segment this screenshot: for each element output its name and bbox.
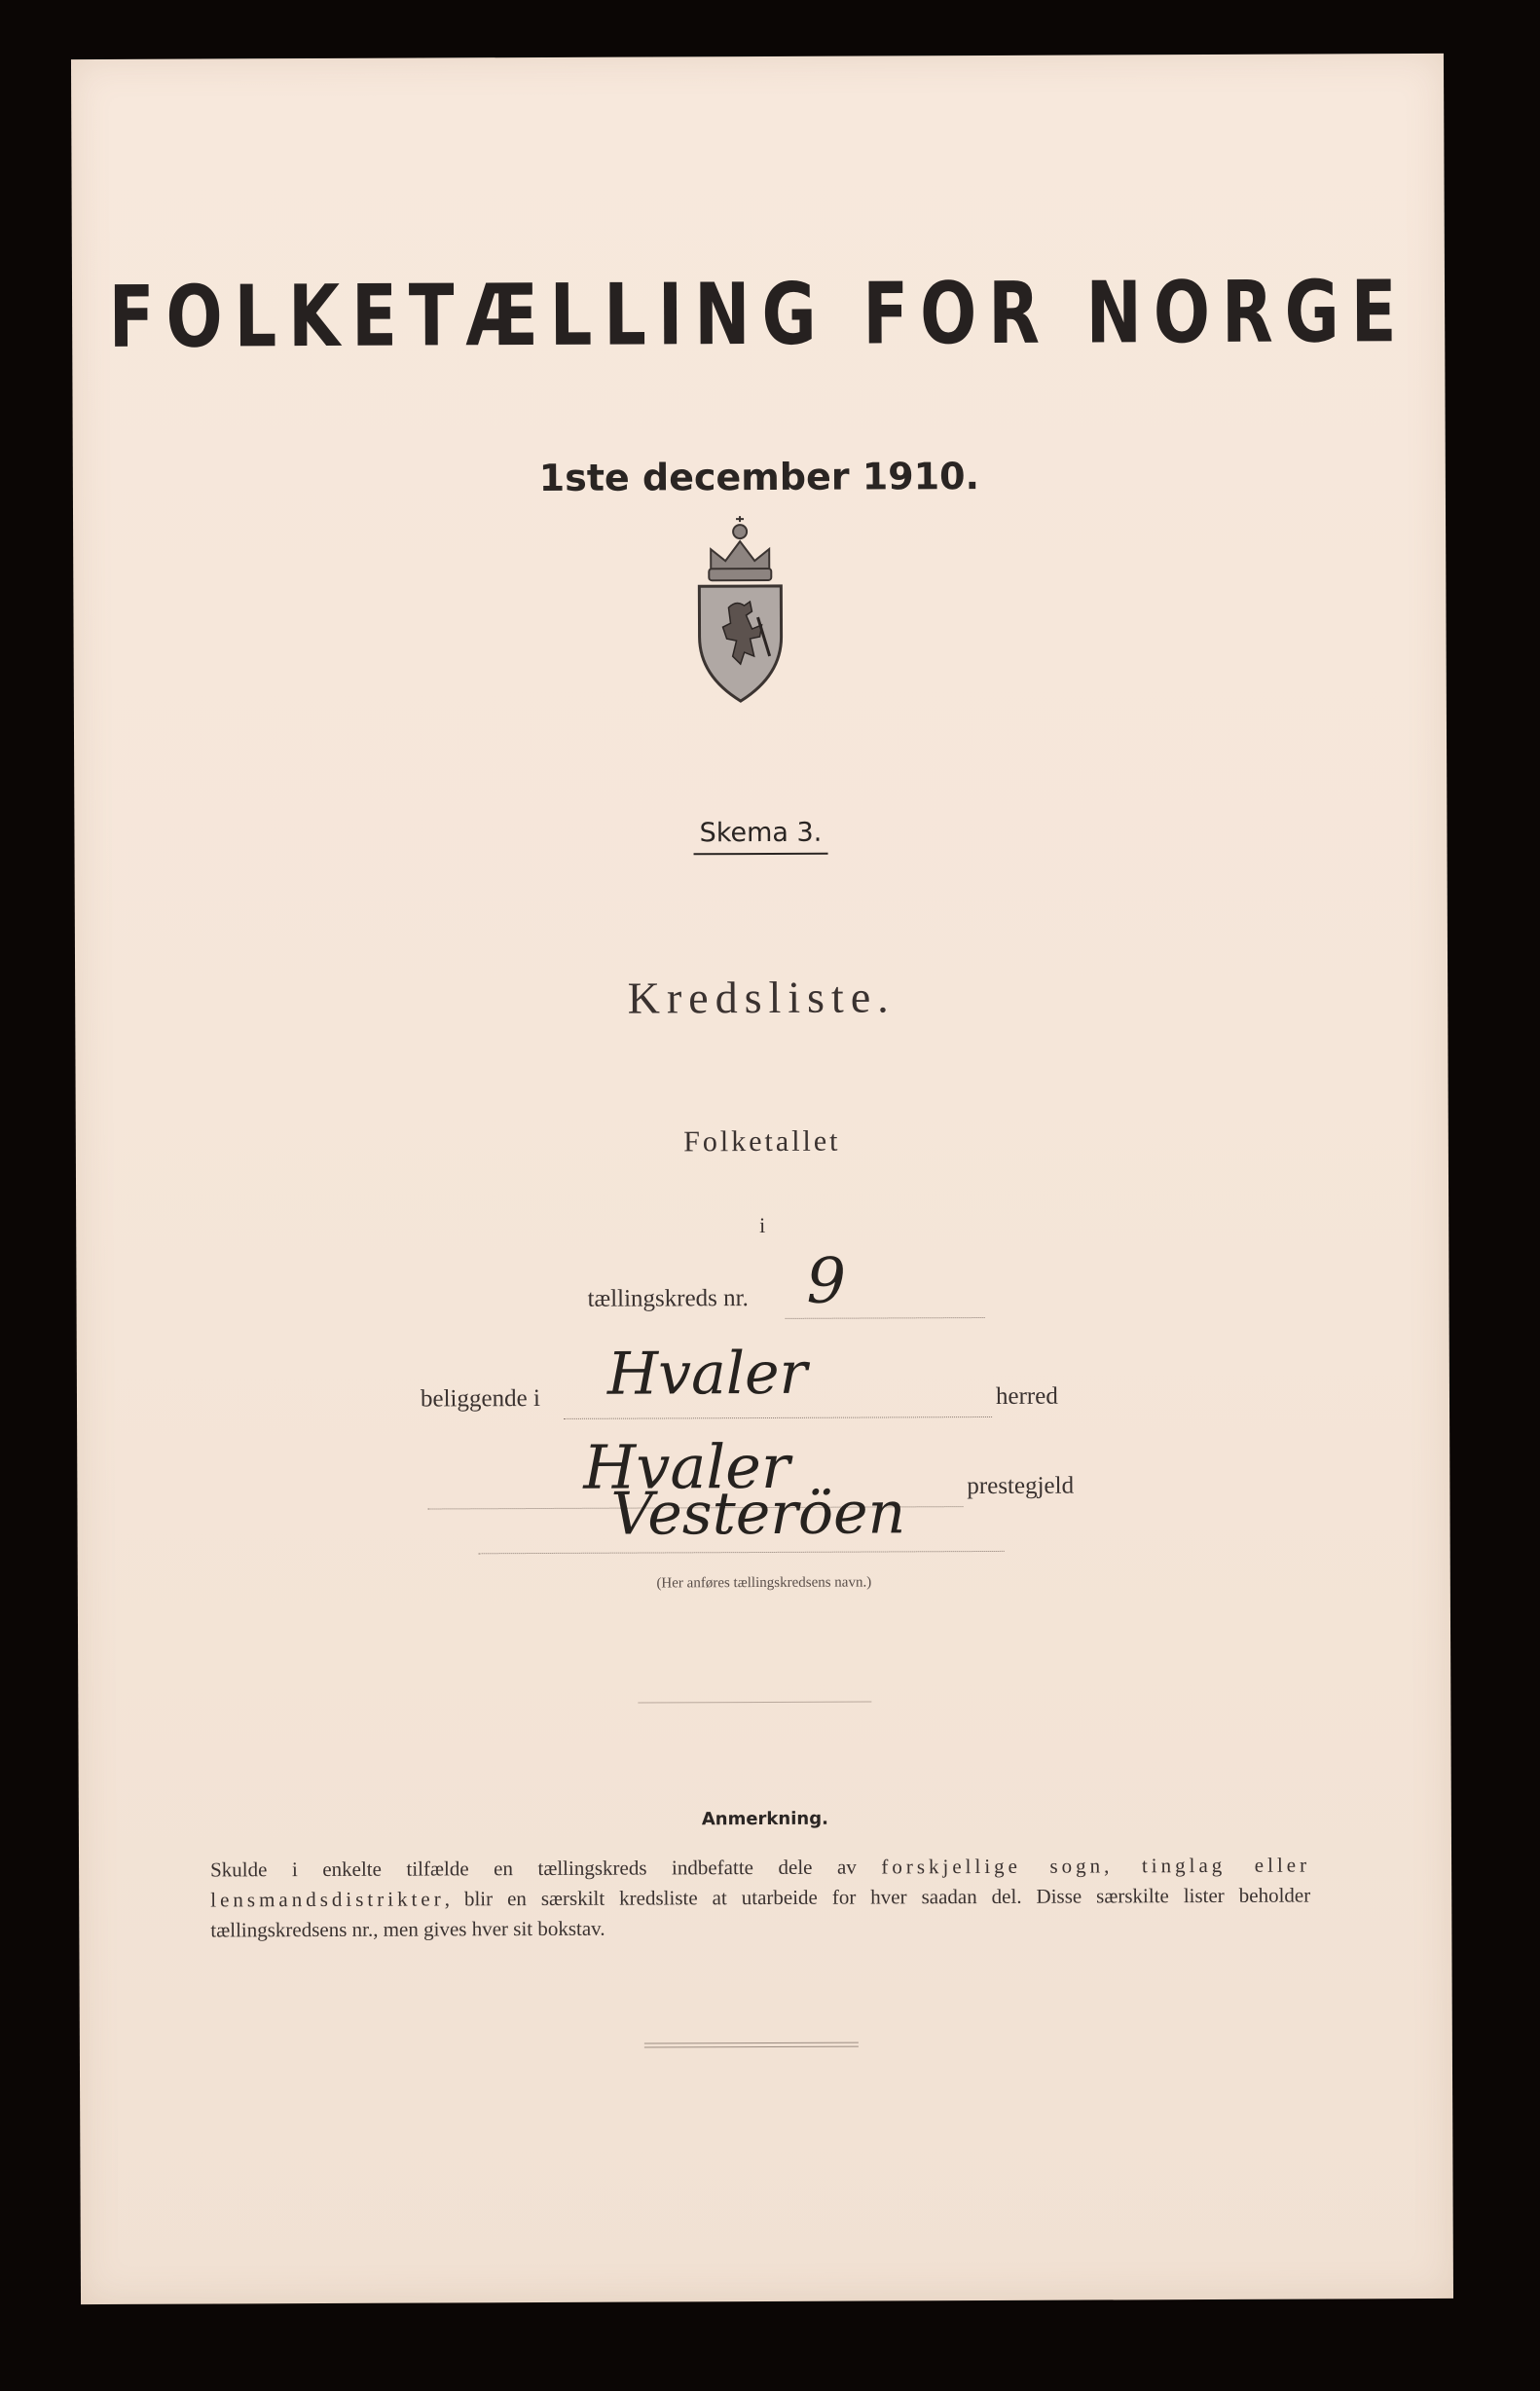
document-title: FOLKETÆLLING FOR NORGE [108,261,1409,367]
municipality-value: Hvaler [606,1339,808,1409]
remark-text [210,1851,1310,1946]
census-date: 1ste december 1910. [538,455,980,499]
municipality-suffix: herred [995,1382,1058,1410]
in-label: i [759,1212,766,1238]
census-form-page [71,54,1453,2304]
district-number-value: 9 [806,1245,847,1318]
population-label: Folketallet [683,1124,841,1159]
form-title: Kredsliste. [627,972,896,1023]
parish-value: Hvaler [583,1430,790,1503]
district-name-note: (Her anføres tællingskredsens navn.) [656,1574,872,1592]
bottom-double-rule [644,2042,859,2048]
district-name-value: Vesteröen [610,1479,906,1549]
remark-text-part-3: , blir en særskilt kredsliste at utarbeide for hver saadan del. Disse særskilte lister beholder tællingskredsens nr., men gives hver sit bokstav. [210,1883,1311,1942]
municipality-line [564,1416,992,1419]
district-number-label: tællingskreds nr. [587,1285,749,1312]
schema-text: Skema 3. [694,818,828,856]
located-label: beliggende i [420,1384,540,1413]
parish-suffix: prestegjeld [967,1472,1075,1500]
district-name-line [479,1551,1005,1554]
remark-text-part-1: Skulde i enkelte tilfælde en tællingskreds indbefatte dele av [210,1855,882,1882]
separator-rule [638,1702,871,1704]
remark-text-part-2: forskjellige sogn, tinglag eller lensmandsdistrikter [210,1853,1311,1912]
remark-title: Anmerkning. [701,1808,828,1830]
norwegian-coat-of-arms-icon [681,510,799,706]
schema-label [74,815,1447,858]
